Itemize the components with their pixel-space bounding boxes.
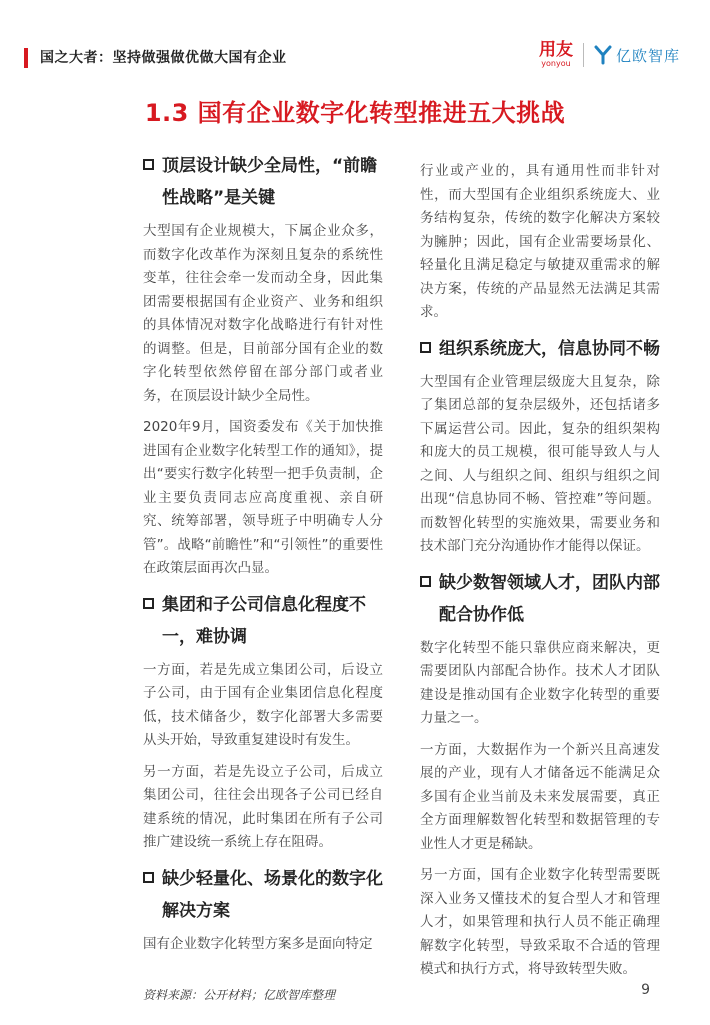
checkbox-bullet-icon bbox=[143, 598, 154, 609]
checkbox-bullet-icon bbox=[420, 342, 431, 353]
paragraph: 另一方面，若是先设立子公司，后成立集团公司，往往会出现各子公司已经自建系统的情况，此时集团在所有子公司推广建设统一系统上存在阻碍。 bbox=[143, 763, 383, 850]
header-logos bbox=[539, 42, 680, 68]
paragraph: 一方面，大数据作为一个新兴且高速发展的产业，现有人才储备远不能满足众多国有企业当前及未来发展需要，真正全方面理解数智化转型和数据管理的专业性人才更是稀缺。 bbox=[420, 741, 660, 852]
heading-text: 缺少数智领域人才，团队内部配合协作低 bbox=[439, 572, 660, 625]
paragraph: 国有企业数字化转型方案多是面向特定 bbox=[143, 935, 373, 952]
header-title: 国之大者：坚持做强做优做大国有企业 bbox=[40, 50, 287, 66]
paragraph: 另一方面，国有企业数字化转型需要既深入业务又懂技术的复合型人才和管理人才，如果管理和执行人员不能正确理解数字化转型，导致采取不合适的管理模式和执行方式，将导致转型失败。 bbox=[420, 867, 660, 977]
page-number: 9 bbox=[641, 982, 650, 998]
left-column bbox=[143, 150, 383, 964]
heading-text: 顶层设计缺少全局性，“前瞻性战略”是关键 bbox=[162, 156, 378, 208]
yonyou-logo bbox=[539, 42, 573, 68]
heading-talent-shortage bbox=[420, 567, 660, 631]
checkbox-bullet-icon bbox=[143, 159, 154, 170]
checkbox-bullet-icon bbox=[420, 576, 431, 587]
paragraph: 数字化转型不能只靠供应商来解决，更需要团队内部配合协作。技术人才团队建设是推动国有企业数字化转型的重要力量之一。 bbox=[420, 639, 660, 726]
header-accent-bar bbox=[24, 48, 28, 68]
heading-text: 缺少轻量化、场景化的数字化解决方案 bbox=[162, 868, 383, 921]
heading-text: 组织系统庞大，信息协同不畅 bbox=[439, 338, 660, 359]
paragraph: 大型国有企业管理层级庞大且复杂，除了集团总部的复杂层级外，还包括诸多下属运营公司。因此，复杂的组织架构和庞大的员工规模，很可能导致人与人之间、人与组织之间、组织与组织之间出现“信息协同不畅、管控难”等问题。而数智化转型的实施效果，需要业务和技术部门充分沟通协作才能得以保证。 bbox=[420, 373, 660, 554]
eo-intelligence-logo bbox=[594, 45, 680, 66]
section-title: 1.3 国有企业数字化转型推进五大挑战 bbox=[144, 99, 566, 127]
paragraph: 一方面，若是先成立集团公司，后设立子公司，由于国有企业集团信息化程度低，技术储备少，数字化部署大多需要从头开始，导致重复建设时有发生。 bbox=[143, 661, 383, 748]
eo-logo-icon bbox=[594, 45, 612, 65]
paragraph: 行业或产业的，具有通用性而非针对性，而大型国有企业组织系统庞大、业务结构复杂，传统的数字化解决方案较为臃肿；因此，国有企业需要场景化、轻量化且满足稳定与敏捷双重需求的解决方案，传统的产品显然无法满足其需求。 bbox=[420, 163, 660, 320]
footer-source: 资料来源：公开材料；亿欧智库整理 bbox=[143, 988, 336, 1002]
checkbox-bullet-icon bbox=[143, 872, 154, 883]
right-column bbox=[420, 160, 660, 990]
heading-organization-system bbox=[420, 333, 660, 365]
heading-lightweight-solutions bbox=[143, 863, 383, 927]
eo-logo-cn: 亿欧智库 bbox=[615, 46, 680, 65]
paragraph: 2020年9月，国资委发布《关于加快推进国有企业数字化转型工作的通知》，提出“要实行数字化转型一把手负责制，企业主要负责同志应高度重视、亲自研究、统筹部署，领导班子中明确专人分管”。战略“前瞻性”和“引领性”的重要性在政策层面再次凸显。 bbox=[143, 419, 383, 576]
heading-informatization-gap bbox=[143, 589, 383, 653]
heading-top-level-design bbox=[143, 150, 383, 214]
heading-text: 集团和子公司信息化程度不一，难协调 bbox=[162, 594, 366, 647]
yonyou-logo-en: yonyou bbox=[541, 59, 571, 68]
paragraph: 大型国有企业规模大，下属企业众多，而数字化改革作为深刻且复杂的系统性变革，往往会牵一发而动全身，因此集团需要根据国有企业资产、业务和组织的具体情况对数字化战略进行有针对性的调整。但是，目前部分国有企业的数字化转型依然停留在部分部门或者业务，在顶层设计缺少全局性。 bbox=[143, 223, 383, 404]
yonyou-logo-cn: 用友 bbox=[538, 40, 573, 60]
logo-divider bbox=[583, 43, 584, 67]
